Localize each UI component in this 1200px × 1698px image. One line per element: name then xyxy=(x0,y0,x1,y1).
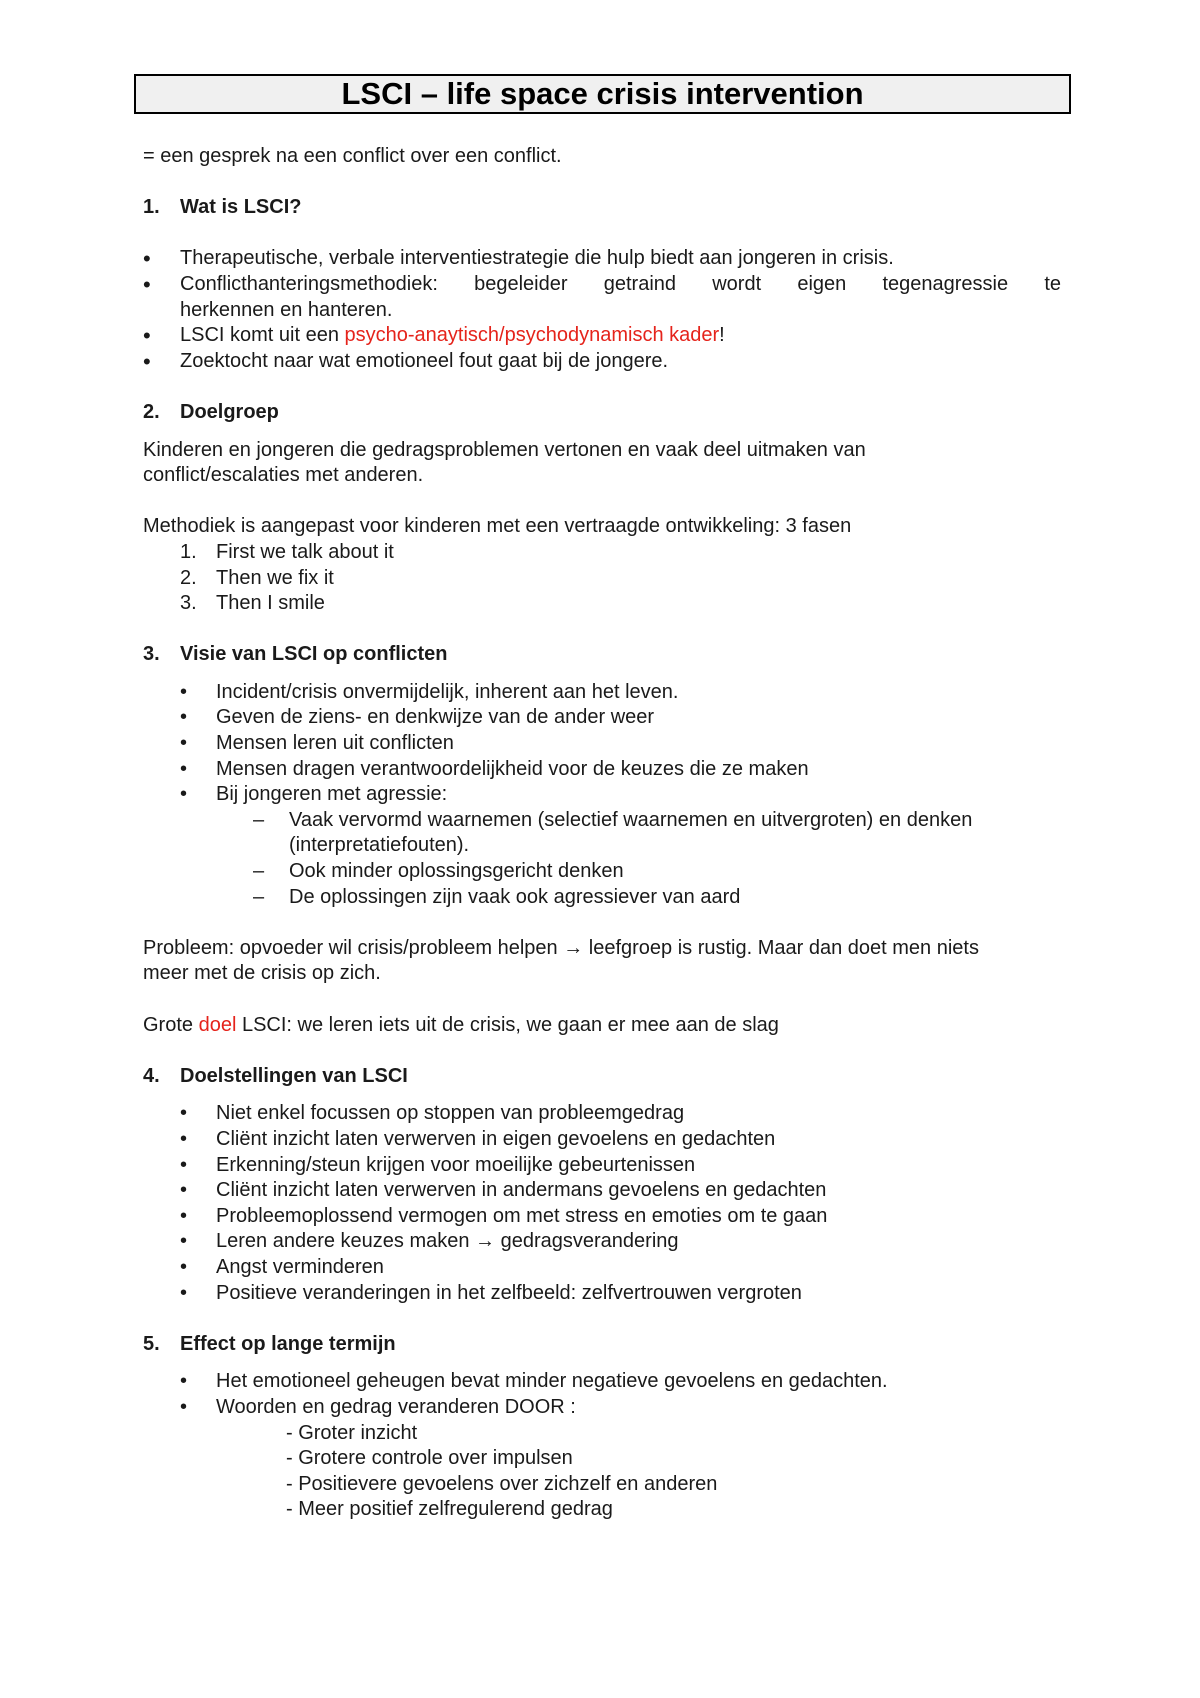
list-item: 3. Then I smile xyxy=(180,592,325,615)
bullet-icon: • xyxy=(143,323,151,349)
bullet-icon: • xyxy=(143,271,151,297)
dash-icon: – xyxy=(253,860,265,883)
list-item: • Het emotioneel geheugen bevat minder negatieve gevoelens en gedachten. xyxy=(143,1369,1061,1395)
list-item: • Leren andere keuzes maken → gedragsverandering xyxy=(143,1229,1061,1255)
list-item: • Mensen leren uit conflicten xyxy=(143,731,1061,757)
bullet-icon: • xyxy=(180,1230,188,1253)
highlight-text: doel xyxy=(198,1013,237,1036)
dash-icon: – xyxy=(253,885,265,908)
paragraph: Grote doel LSCI: we leren iets uit de crisis, we gaan er mee aan de slag xyxy=(143,1013,779,1036)
list-item: • Erkenning/steun krijgen voor moeilijke gebeurtenissen xyxy=(143,1153,1061,1179)
bullet-icon: • xyxy=(180,706,188,729)
sub-list-item: – Ook minder oplossingsgericht denken xyxy=(143,859,1061,885)
sub-list-item: – De oplossingen zijn vaak ook agressiever van aard xyxy=(143,885,1061,911)
bullet-icon: • xyxy=(180,783,188,806)
list-item: • Cliënt inzicht laten verwerven in eigen gevoelens en gedachten xyxy=(143,1127,1061,1153)
list-item: • Niet enkel focussen op stoppen van probleemgedrag xyxy=(143,1101,1061,1127)
bullet-icon: • xyxy=(180,1179,188,1202)
list-item: • Woorden en gedrag veranderen DOOR : xyxy=(143,1395,1061,1421)
list-item: • Incident/crisis onvermijdelijk, inherent aan het leven. xyxy=(143,680,1061,706)
sub-line: - Groter inzicht xyxy=(286,1421,418,1444)
bullet-icon: • xyxy=(143,348,151,374)
list-item: 1. First we talk about it xyxy=(180,540,394,563)
bullet-icon: • xyxy=(180,680,188,703)
list-item: • Geven de ziens- en denkwijze van de ander weer xyxy=(143,705,1061,731)
bullet-icon: • xyxy=(180,732,188,755)
list-item: • Conflicthanteringsmethodiek: begeleider getraind wordt eigen tegenagressie te herkennen en hanteren. xyxy=(143,272,1061,323)
intro-text: = een gesprek na een conflict over een conflict. xyxy=(143,145,562,167)
sub-list-item: – Vaak vervormd waarnemen (selectief waarnemen en uitvergroten) en denken (interpretatiefouten). xyxy=(143,808,1061,859)
list-item: 2. Then we fix it xyxy=(180,566,334,589)
list-item: • Mensen dragen verantwoordelijkheid voor de keuzes die ze maken xyxy=(143,757,1061,783)
bullet-icon: • xyxy=(180,1127,188,1150)
document-body xyxy=(143,144,1061,1523)
sub-line: - Positievere gevoelens over zichzelf en anderen xyxy=(286,1472,718,1495)
section-5-heading: 5. Effect op lange termijn xyxy=(143,1332,396,1355)
section-3-heading: 3. Visie van LSCI op conflicten xyxy=(143,643,448,666)
list-item: • Zoektocht naar wat emotioneel fout gaat bij de jongere. xyxy=(143,348,669,374)
bullet-icon: • xyxy=(180,757,188,780)
sub-line: - Grotere controle over impulsen xyxy=(286,1447,573,1470)
paragraph: Kinderen en jongeren die gedragsproblemen vertonen en vaak deel uitmaken van conflict/escalaties met anderen. xyxy=(143,438,866,487)
section-1-heading: 1. Wat is LSCI? xyxy=(143,196,302,219)
bullet-icon: • xyxy=(180,1370,188,1393)
list-item: • Probleemoplossend vermogen om met stress en emoties om te gaan xyxy=(143,1204,1061,1230)
paragraph: Methodiek is aangepast voor kinderen met een vertraagde ontwikkeling: 3 fasen xyxy=(143,515,852,538)
highlight-text: psycho-anaytisch/psychodynamisch kader xyxy=(344,324,720,347)
page-title: LSCI – life space crisis intervention xyxy=(134,74,1071,114)
section-4-heading: 4. Doelstellingen van LSCI xyxy=(143,1064,408,1087)
bullet-icon: • xyxy=(180,1102,188,1125)
bullet-icon: • xyxy=(180,1153,188,1176)
list-item: • Positieve veranderingen in het zelfbeeld: zelfvertrouwen vergroten xyxy=(143,1281,1061,1307)
paragraph: Probleem: opvoeder wil crisis/probleem helpen → leefgroep is rustig. Maar dan doet men niets meer met de crisis op zich. xyxy=(143,936,979,985)
bullet-icon: • xyxy=(180,1395,188,1418)
section-2-heading: 2. Doelgroep xyxy=(143,400,279,423)
sub-line: - Meer positief zelfregulerend gedrag xyxy=(286,1498,613,1521)
dash-icon: – xyxy=(253,808,265,831)
list-item: • Therapeutische, verbale interventiestrategie die hulp biedt aan jongeren in crisis. xyxy=(143,246,894,272)
list-item: • Cliënt inzicht laten verwerven in andermans gevoelens en gedachten xyxy=(143,1178,1061,1204)
bullet-icon: • xyxy=(180,1255,188,1278)
list-item: • LSCI komt uit een psycho-anaytisch/psychodynamisch kader! xyxy=(143,323,725,349)
bullet-icon: • xyxy=(180,1281,188,1304)
bullet-icon: • xyxy=(180,1204,188,1227)
bullet-icon: • xyxy=(143,246,151,272)
list-item: • Bij jongeren met agressie: xyxy=(143,782,1061,808)
list-item: • Angst verminderen xyxy=(143,1255,1061,1281)
